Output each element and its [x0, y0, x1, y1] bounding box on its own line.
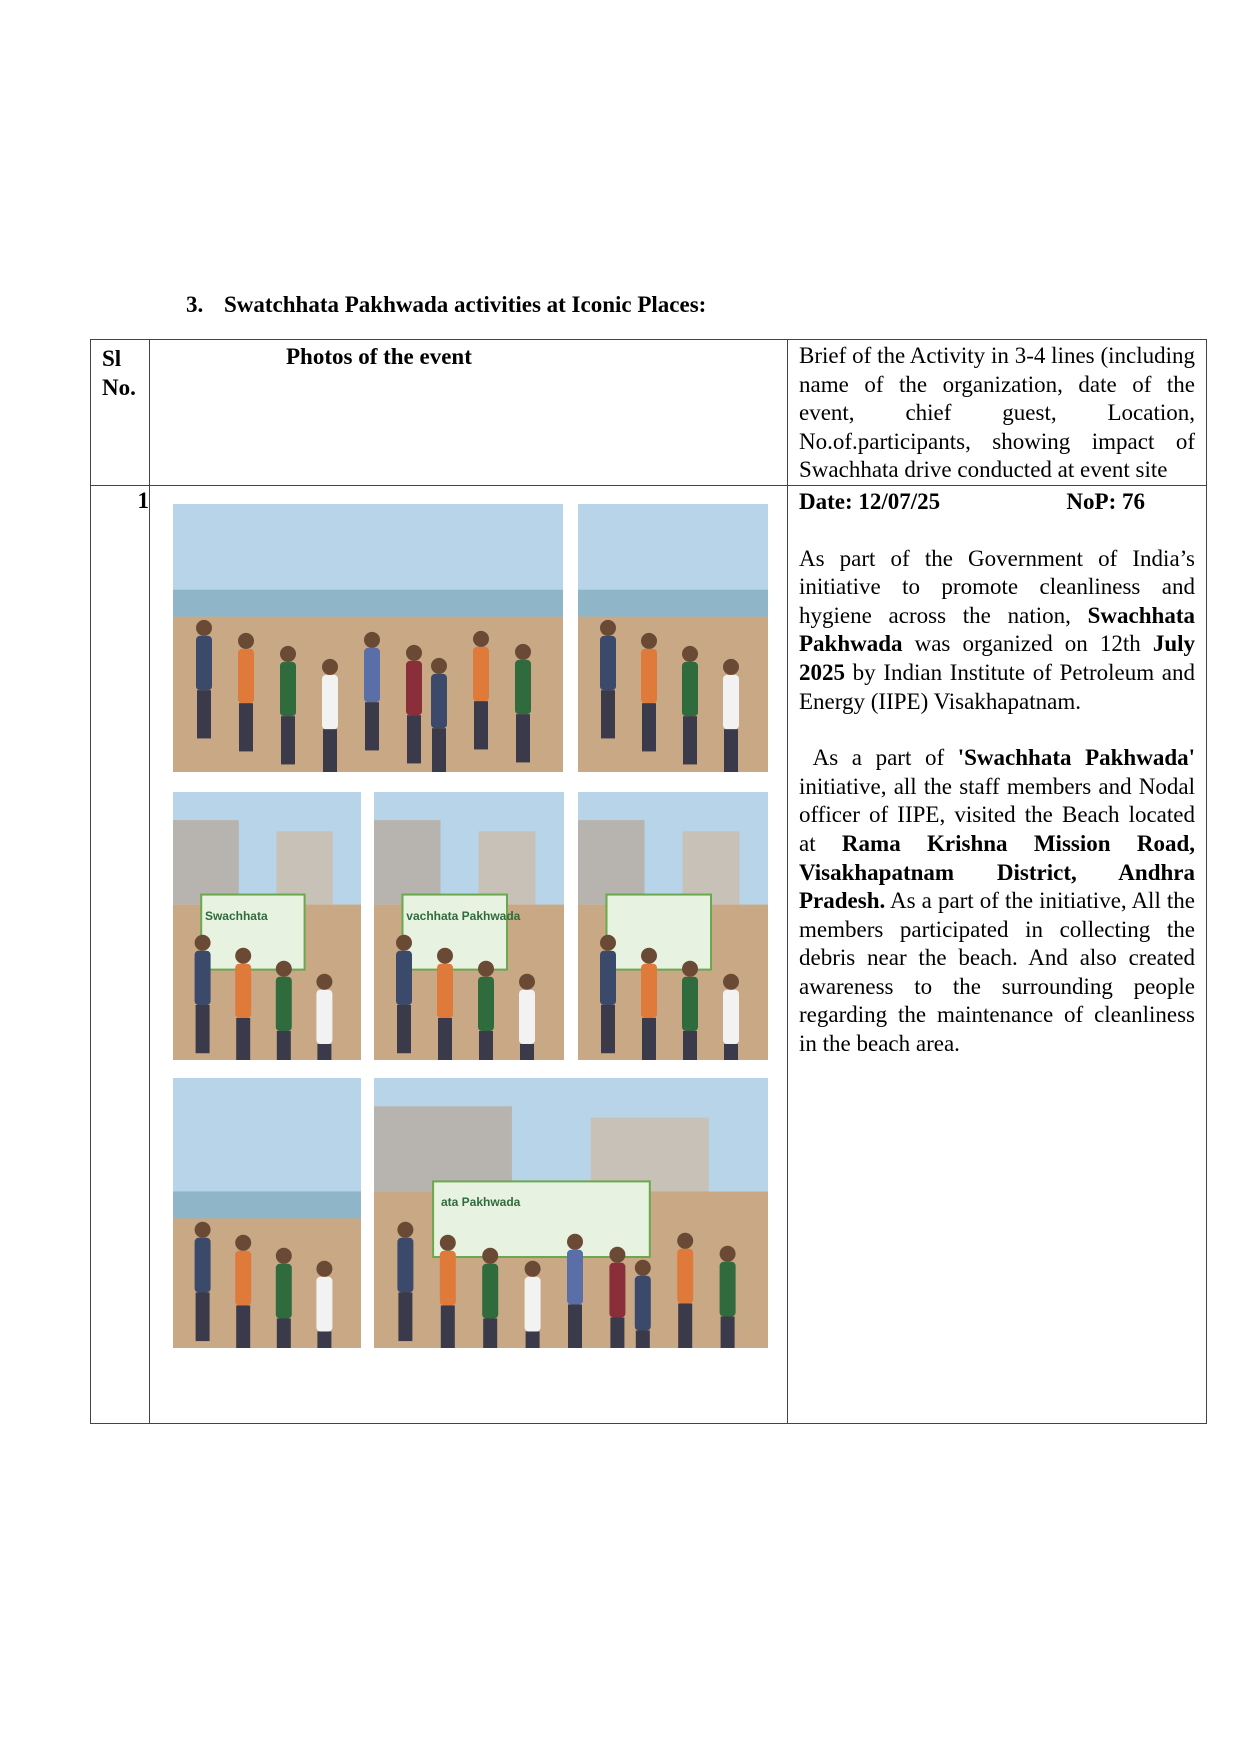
header-sl-no: Sl No.: [91, 340, 150, 486]
section-title: Swatchhata Pakhwada activities at Iconic Places:: [224, 292, 707, 317]
photo-volunteers-umbrella-beach: [578, 504, 768, 772]
photo-wide-beach-sweeping: [374, 1078, 768, 1348]
photo-bucket-collection: [173, 1078, 361, 1348]
photo-steps-sweeping-right: [578, 792, 768, 1060]
header-photos: Photos of the event: [150, 340, 788, 486]
table-header-row: [91, 340, 1207, 486]
banner-text: ata Pakhwada: [440, 1195, 521, 1210]
section-heading: [186, 292, 706, 318]
photos-cell: [150, 485, 788, 1423]
brief-cell: [788, 485, 1207, 1423]
activity-table: [90, 339, 1207, 1424]
brief-paragraph-2: As a part of 'Swachhata Pakhwada' initiative, all the staff members and Nodal officer of IIPE, visited the Beach located at Rama Krishna Mission Road, Visakhapatnam District, Andhra Pradesh. As a part of the initiative, All the members participated in collecting the debris near the beach. And also created awareness to the surrounding people regarding the maintenance of cleanliness in the beach area.: [799, 745, 1196, 1057]
table-row: [91, 485, 1207, 1423]
brief-paragraph-1: As part of the Government of India’s initiative to promote cleanliness and hygiene across the nation, Swachhata Pakhwada was organized on 12th July 2025 by Indian Institute of Petroleum and Energy (IIPE) Visakhapatnam.: [799, 545, 1195, 714]
header-brief: Brief of the Activity in 3-4 lines (including name of the organization, date of the event, chief guest, Location, No.of.participants, showing impact of Swachhata drive conducted at event site: [788, 340, 1207, 486]
row-sl-number: 1: [91, 485, 150, 1423]
photo-banner-sweeping-center: [374, 792, 564, 1060]
section-number: 3.: [186, 292, 204, 317]
event-date: Date: 12/07/25: [799, 488, 941, 514]
participants-count: NoP: 76: [1066, 488, 1145, 514]
photo-banner-sweeping-left: [173, 792, 361, 1060]
banner-text: vachhata Pakhwada: [406, 908, 521, 923]
banner-text: Swachhata: [204, 908, 268, 923]
date-nop-line: [799, 488, 1195, 517]
photo-volunteers-group-beach: [173, 504, 563, 772]
